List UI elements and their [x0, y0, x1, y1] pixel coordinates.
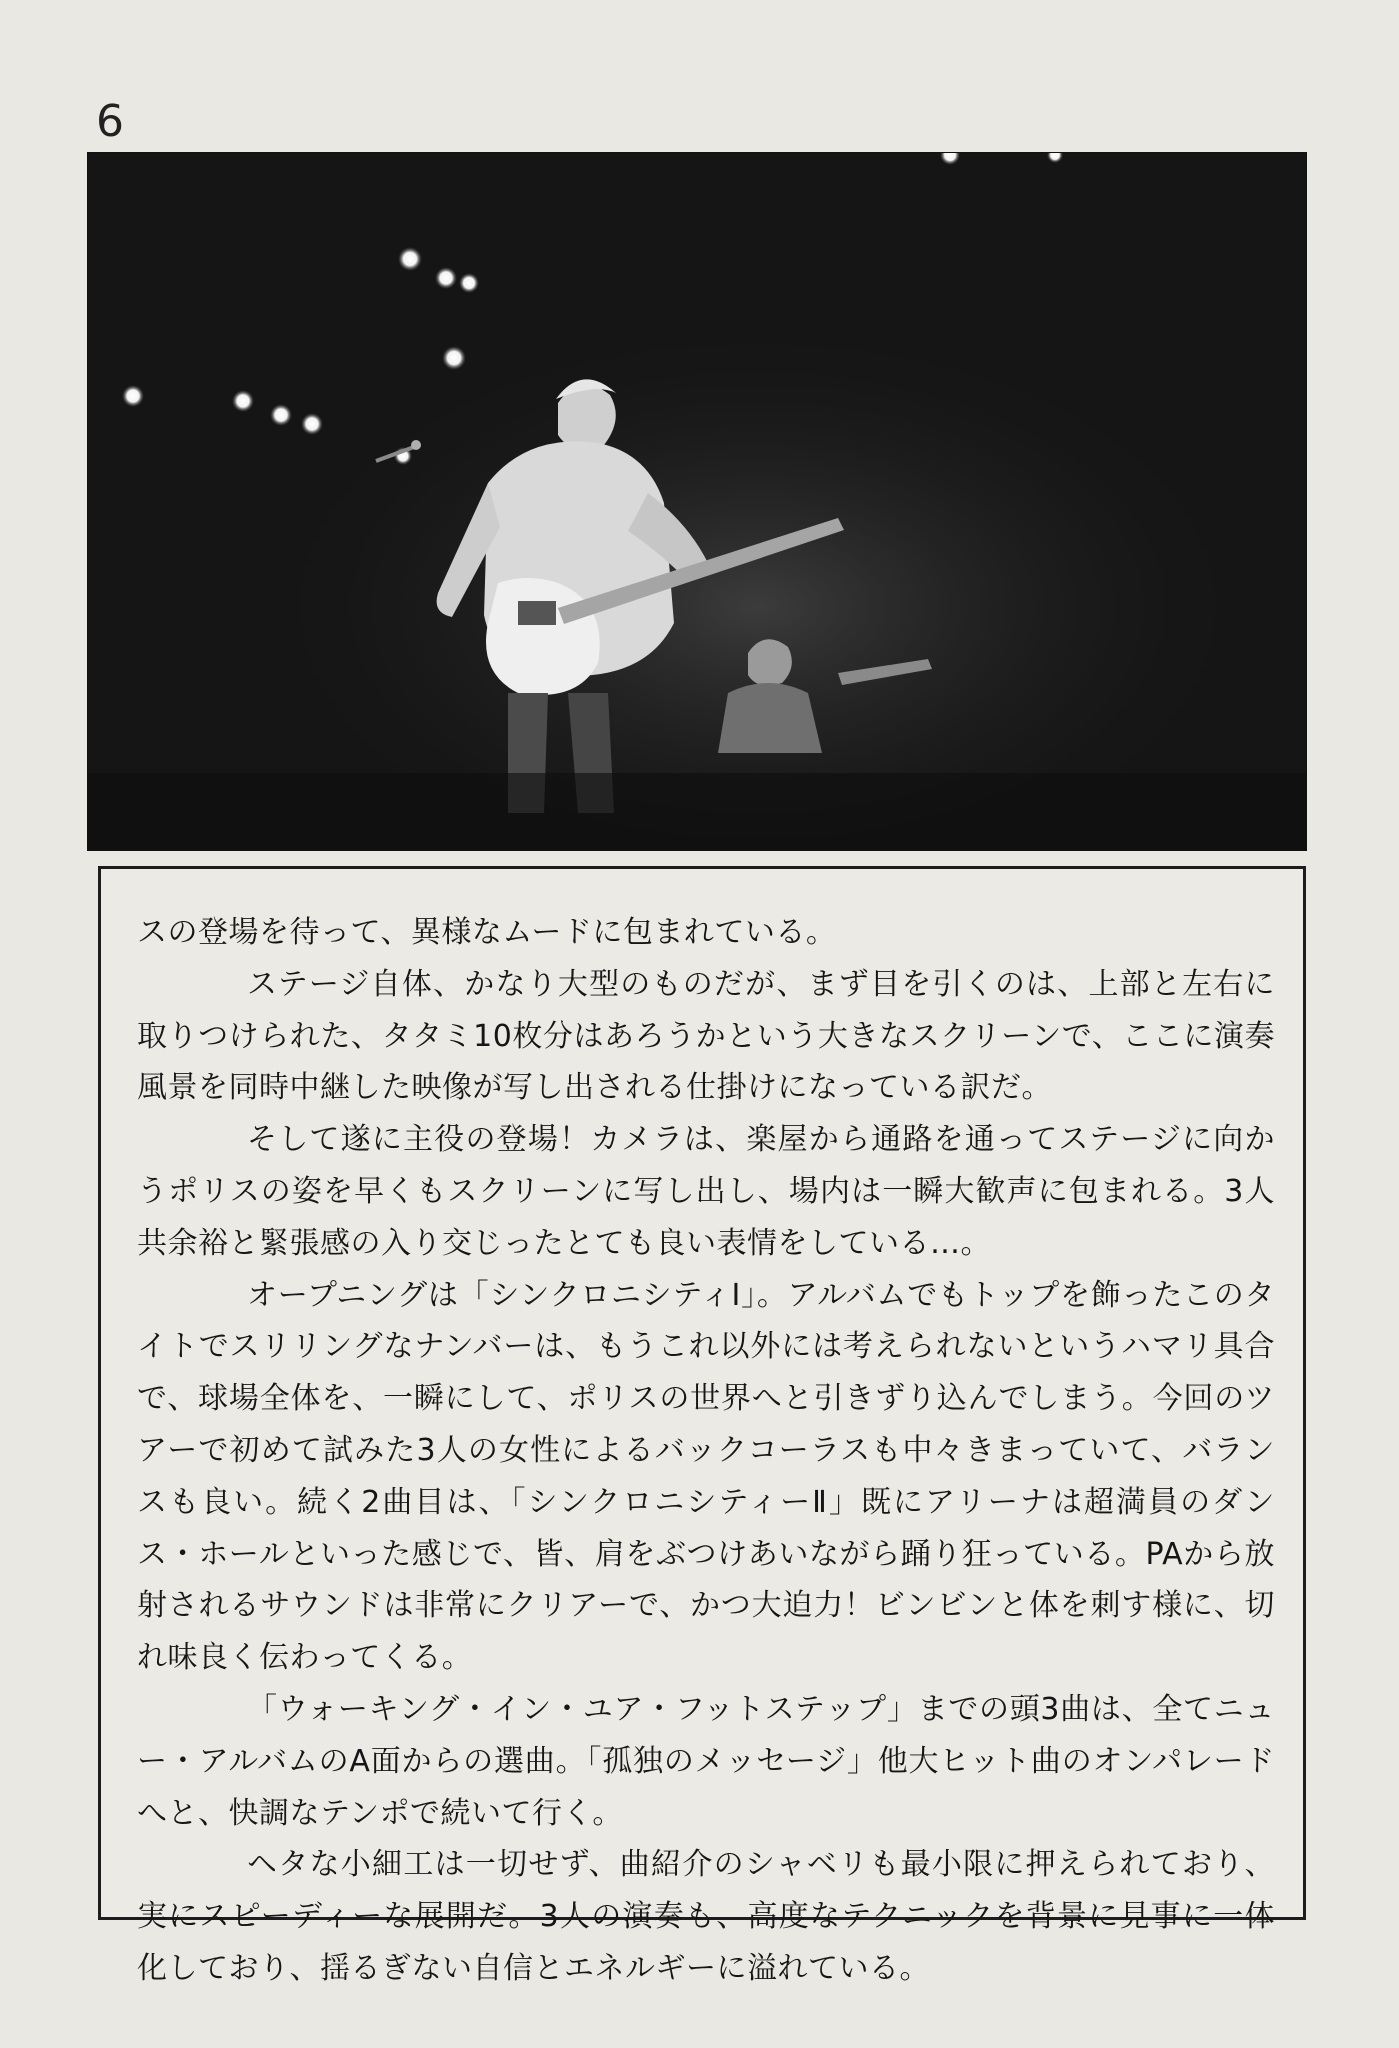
article-paragraph: オープニングは「シンクロニシティⅠ」。アルバムでもトップを飾ったこのタイトでスリリングなナンバーは、もうこれ以外には考えられないというハマリ具合で、球場全体を、一瞬にして、ポリスの世界へと引きずり込んでしまう。今回のツアーで初めて試みた3人の女性によるバックコーラスも中々きまっていて、バランスも良い。続く2曲目は、「シンクロニシティーⅡ」既にアリーナは超満員のダンス・ホールといった感じで、皆、肩をぶつけあいながら踊り狂っている。PAから放射されるサウンドは非常にクリアーで、かつ大迫力！ビンビンと体を刺す様に、切れ味良く伝わってくる。 [137, 1277, 1275, 1676]
article-paragraph: ステージ自体、かなり大型のものだが、まず目を引くのは、上部と左右に取りつけられた、タタミ10枚分はあろうかという大きなスクリーンで、ここに演奏風景を同時中継した映像が写し出される仕掛けになっている訳だ。 [137, 966, 1275, 1106]
article-paragraph: 「ウォーキング・イン・ユア・フットステップ」までの頭3曲は、全てニュー・アルバムのA面からの選曲。「孤独のメッセージ」他大ヒット曲のオンパレードへと、快調なテンポで続いて行く。 [137, 1691, 1275, 1831]
article-paragraph: スの登場を待って、異様なムードに包まれている。 [137, 915, 837, 950]
article-paragraph: そして遂に主役の登場！カメラは、楽屋から通路を通ってステージに向かうポリスの姿を早くもスクリーンに写し出し、場内は一瞬大歓声に包まれる。3人共余裕と緊張感の入り交じったとても良い表情をしている…。 [137, 1122, 1275, 1261]
concert-photo-illustration [88, 153, 1306, 850]
concert-photo [88, 153, 1306, 850]
page-number: 6 [96, 96, 124, 147]
article-text-box [98, 866, 1306, 1986]
article-paragraph: ヘタな小細工は一切せず、曲紹介のシャベリも最小限に押えられており、実にスピーディーな展開だ。3人の演奏も、高度なテクニックを背景に見事に一体化しており、揺るぎない自信とエネルギーに溢れている。 [137, 1847, 1275, 1986]
